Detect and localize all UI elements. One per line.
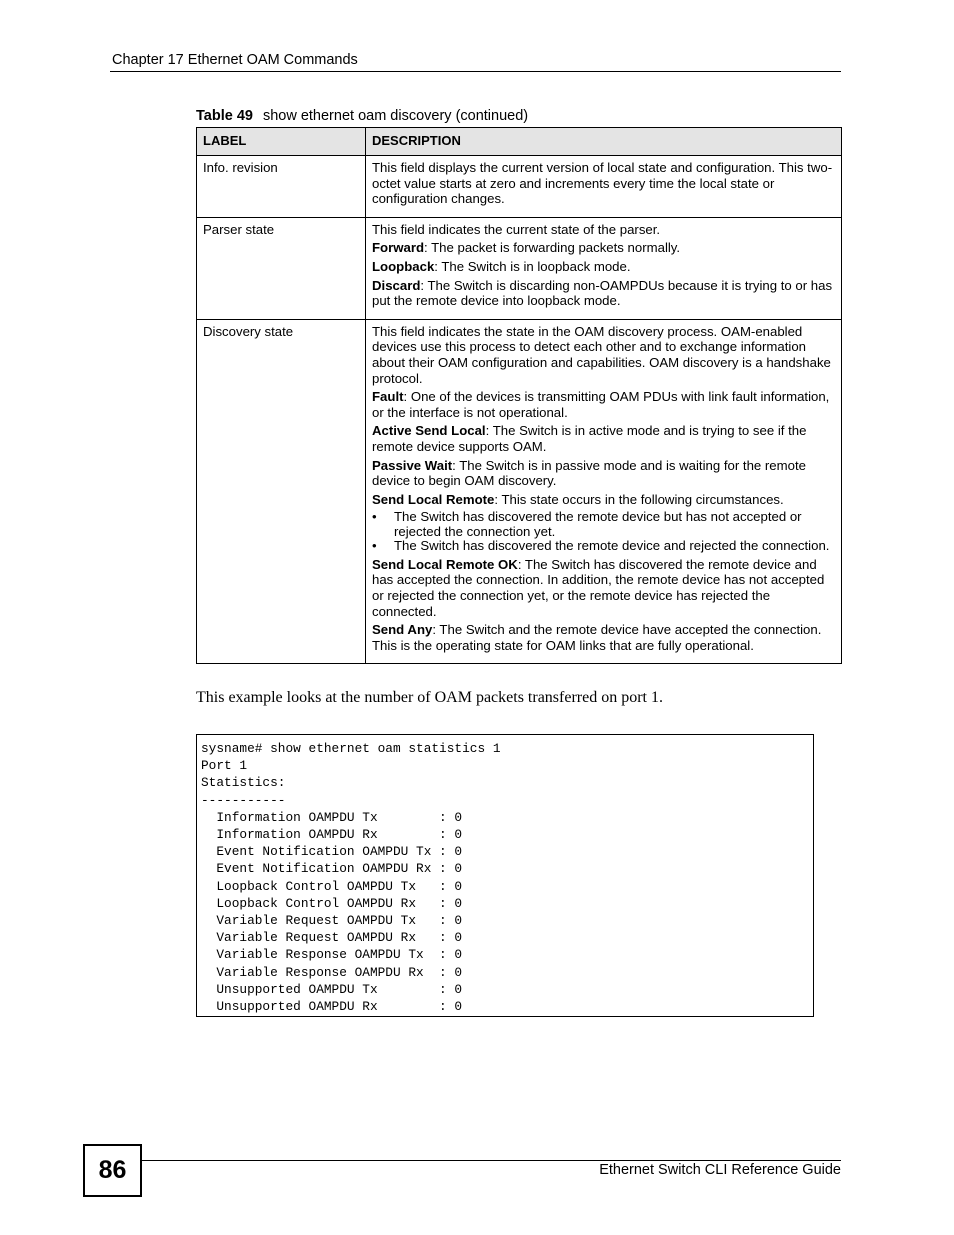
guide-title: Ethernet Switch CLI Reference Guide [599, 1162, 841, 1178]
body-paragraph: This example looks at the number of OAM packets transferred on port 1. [196, 689, 663, 706]
code-line: Variable Response OAMPDU Tx : 0 [201, 947, 463, 963]
column-header-description: DESCRIPTION [366, 128, 842, 156]
row-description [366, 156, 842, 218]
bullet-item: • The Switch has discovered the remote device but has not accepted or rejected the connection yet. [372, 510, 835, 539]
description-paragraph: Discard: The Switch is discarding non-OAMPDUs because it is trying to or has put the remote device into loopback mode. [372, 277, 833, 309]
description-paragraph: Send Any: The Switch and the remote device have accepted the connection. This is the operating state for OAM links that are fully operational. [372, 622, 822, 653]
description-paragraph: Active Send Local: The Switch is in active mode and is trying to see if the remote device supports OAM. [372, 423, 807, 454]
description-paragraph: Send Local Remote: This state occurs in the following circumstances. [372, 491, 784, 507]
code-line: Loopback Control OAMPDU Rx : 0 [201, 895, 463, 911]
header-divider [110, 71, 841, 72]
code-line: Port 1 [201, 758, 248, 774]
row-label: Parser state [197, 217, 366, 319]
description-paragraph: This field displays the current version of local state and configuration. This two-octet value starts at zero and increments every time the local state or configuration changes. [372, 160, 833, 207]
code-line: Unsupported OAMPDU Rx : 0 [201, 999, 463, 1015]
description-paragraph: Fault: One of the devices is transmitting OAM PDUs with link fault information, or the interface is not operational. [372, 389, 830, 420]
discovery-table [196, 127, 842, 664]
description-paragraph: This field indicates the current state of the parser. [372, 221, 661, 237]
row-label: Discovery state [197, 319, 366, 664]
description-paragraph: Loopback: The Switch is in loopback mode. [372, 258, 631, 274]
description-paragraph: This field indicates the state in the OAM discovery process. OAM-enabled devices use this process to detect each other and to exchange information about their OAM configuration and capabilities. OAM discovery is a handshake protocol. [372, 323, 831, 386]
description-paragraph: Passive Wait: The Switch is in passive mode and is waiting for the remote device to begin OAM discovery. [372, 457, 806, 489]
chapter-header: Chapter 17 Ethernet OAM Commands [112, 52, 358, 68]
table-caption-title: show ethernet oam discovery (continued) [262, 108, 529, 124]
code-line: Event Notification OAMPDU Tx : 0 [201, 844, 463, 860]
column-header-label: LABEL [197, 128, 366, 156]
code-example [196, 734, 814, 1017]
code-line: sysname# show ethernet oam statistics 1 [201, 741, 501, 756]
code-line: Variable Request OAMPDU Rx : 0 [201, 930, 463, 946]
table-caption [196, 108, 528, 124]
page-number: 86 [83, 1144, 142, 1197]
code-line: Loopback Control OAMPDU Tx : 0 [201, 878, 463, 894]
code-line: Information OAMPDU Rx : 0 [201, 827, 463, 843]
code-line: Statistics: [201, 775, 286, 791]
description-paragraph: Send Local Remote OK: The Switch has discovered the remote device and has accepted the connection. In addition, the remote device has not accepted or rejected the connection yet, or the remote device has rejected the connected. [372, 556, 825, 619]
row-description [366, 217, 842, 319]
table-header-row [197, 128, 842, 156]
code-line: Unsupported OAMPDU Tx : 0 [201, 981, 463, 997]
code-line: Variable Request OAMPDU Tx : 0 [201, 913, 463, 929]
row-description [366, 319, 842, 664]
row-label: Info. revision [197, 156, 366, 218]
footer-divider [140, 1160, 841, 1161]
table-caption-number: Table 49 [196, 108, 253, 124]
description-paragraph: Forward: The packet is forwarding packets normally. [372, 240, 681, 256]
code-line: Event Notification OAMPDU Rx : 0 [201, 861, 463, 877]
code-line: Information OAMPDU Tx : 0 [201, 809, 463, 825]
code-line: ----------- [201, 792, 286, 808]
table-row [197, 156, 842, 218]
bullet-list [372, 510, 835, 554]
code-line: Variable Response OAMPDU Rx : 0 [201, 964, 463, 980]
code-block [197, 735, 813, 1015]
bullet-item: • The Switch has discovered the remote device and rejected the connection. [372, 539, 835, 554]
table-row [197, 319, 842, 664]
table-row [197, 217, 842, 319]
